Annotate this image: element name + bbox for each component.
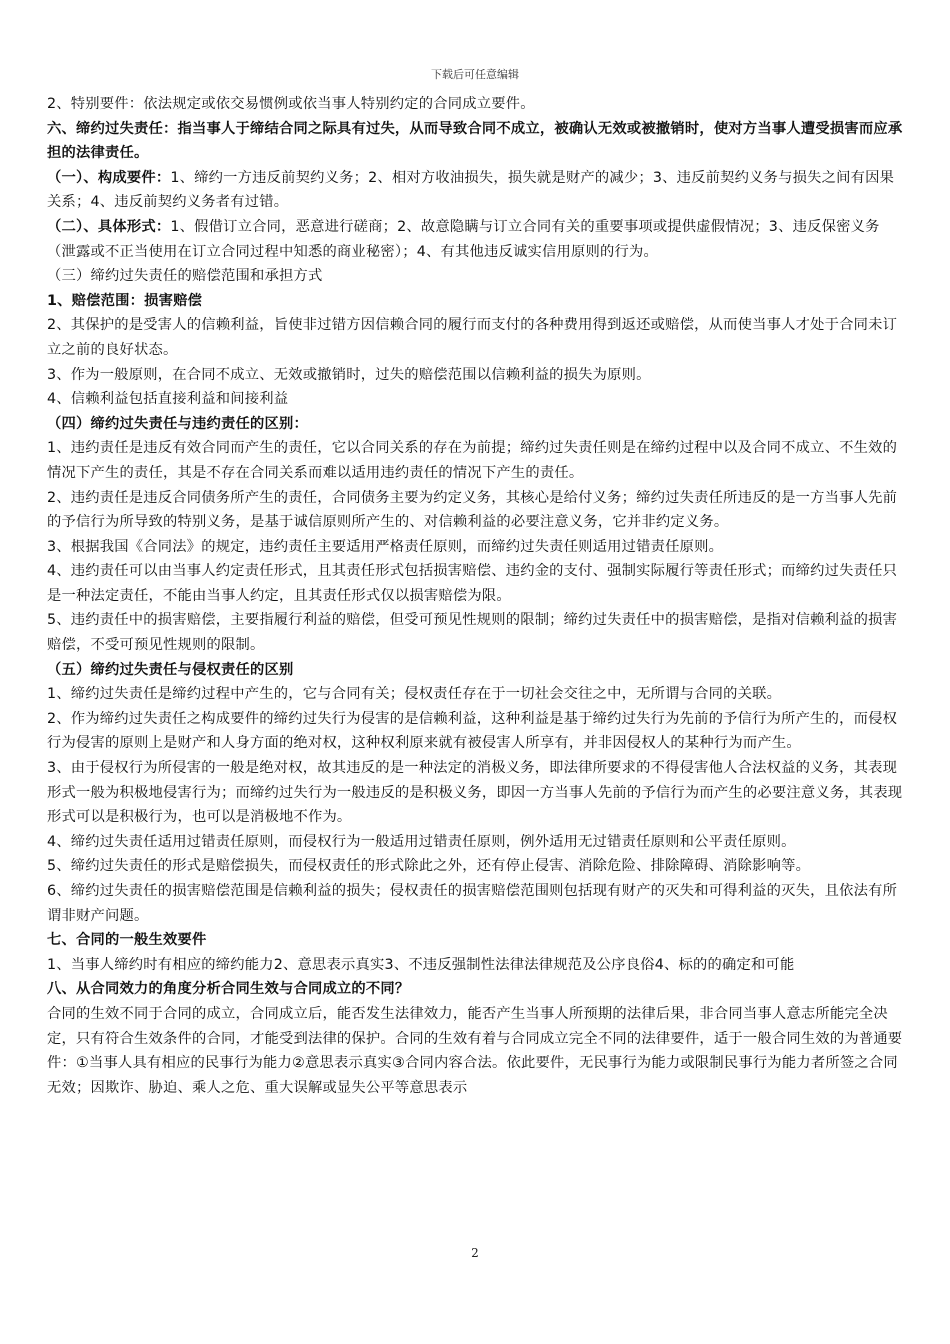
body-paragraph bbox=[47, 486, 905, 535]
body-paragraph bbox=[47, 953, 905, 978]
section-heading: 八、从合同效力的角度分析合同生效与合同成立的不同？ bbox=[47, 981, 410, 998]
section-heading: 1、赔偿范围：损害赔偿 bbox=[47, 292, 203, 309]
paragraph-text: 4、缔约过失责任适用过错责任原则，而侵权行为一般适用过错责任原则，例外适用无过错责任原则和公平责任原则。 bbox=[47, 833, 796, 850]
paragraph-text: 2、作为缔约过失责任之构成要件的缔约过失行为侵害的是信赖利益，这种利益是基于缔约过失行为先前的予信行为所产生的，而侵权行为侵害的原则上是财产和人身方面的绝对权，这种权利原来就有被侵害人所享有，并非因侵权人的某种行为而产生。 bbox=[47, 710, 898, 752]
paragraph-text: 2、其保护的是受害人的信赖利益，旨使非过错方因信赖合同的履行而支付的各种费用得到返还或赔偿，从而使当事人才处于合同未订立之前的良好状态。 bbox=[47, 317, 898, 358]
section-paragraph bbox=[47, 977, 905, 1002]
section-heading: 七、合同的一般生效要件 bbox=[47, 932, 207, 949]
body-paragraph bbox=[47, 854, 905, 879]
paragraph-text: 1、假借订立合同，恶意进行磋商；2、故意隐瞒与订立合同有关的重要事项或提供虚假情况；3、违反保密义务（泄露或不正当使用在订立合同过程中知悉的商业秘密）；4、有其他违反诚实信用原则的行为。 bbox=[47, 218, 880, 260]
paragraph-text: 1、当事人缔约时有相应的缔约能力2、意思表示真实3、不违反强制性法律法律规范及公序良俗4、标的的确定和可能 bbox=[47, 956, 795, 973]
body-paragraph bbox=[47, 879, 905, 928]
section-paragraph bbox=[47, 117, 905, 166]
paragraph-text: 合同的生效不同于合同的成立，合同成立后，能否发生法律效力，能否产生当事人所预期的法律后果，非合同当事人意志所能完全决定，只有符合生效条件的合同，才能受到法律的保护。合同的生效有着与合同成立完全不同的法律要件，适于一般合同生效的为普通要件：①当事人具有相应的民事行为能力②意思表示真实③合同内容合法。依此要件，无民事行为能力或限制民事行为能力者所签之合同无效；因欺诈、胁迫、乘人之危、重大误解或显失公平等意思表示 bbox=[47, 1005, 903, 1096]
body-paragraph bbox=[47, 682, 905, 707]
section-heading: （五）缔约过失责任与侵权责任的区别 bbox=[47, 661, 294, 678]
section-paragraph bbox=[47, 166, 905, 215]
paragraph-text: （三）缔约过失责任的赔偿范围和承担方式 bbox=[47, 268, 323, 285]
paragraph-text: 6、缔约过失责任的损害赔偿范围是信赖利益的损失；侵权责任的损害赔偿范围则包括现有财产的灭失和可得利益的灭失，且依法有所谓非财产问题。 bbox=[47, 883, 898, 924]
body-paragraph bbox=[47, 535, 905, 560]
paragraph-text: 3、根据我国《合同法》的规定，违约责任主要适用严格责任原则，而缔约过失责任则适用过错责任原则。 bbox=[47, 538, 724, 555]
body-paragraph bbox=[47, 559, 905, 608]
body-paragraph bbox=[47, 707, 905, 756]
section-paragraph bbox=[47, 928, 905, 953]
section-heading: 六、缔约过失责任： bbox=[47, 120, 178, 137]
section-heading: （二）、具体形式： bbox=[47, 218, 171, 235]
paragraph-text: 1、缔约一方违反前契约义务；2、相对方收油损失，损失就是财产的减少；3、违反前契约义务与损失之间有因果关系；4、违反前契约义务者有过错。 bbox=[47, 169, 895, 211]
body-paragraph bbox=[47, 1002, 905, 1100]
section-paragraph bbox=[47, 658, 905, 683]
body-paragraph bbox=[47, 264, 905, 289]
body-paragraph bbox=[47, 313, 905, 362]
paragraph-text: 3、作为一般原则，在合同不成立、无效或撤销时，过失的赔偿范围以信赖利益的损失为原则。 bbox=[47, 366, 651, 383]
body-paragraph bbox=[47, 92, 905, 117]
page-number: 2 bbox=[471, 1246, 479, 1260]
body-paragraph bbox=[47, 363, 905, 388]
paragraph-text: 4、违约责任可以由当事人约定责任形式，且其责任形式包括损害赔偿、违约金的支付、强制实际履行等责任形式；而缔约过失责任只是一种法定责任，不能由当事人约定，且其责任形式仅以损害赔偿为限。 bbox=[47, 563, 898, 604]
body-paragraph bbox=[47, 387, 905, 412]
body-paragraph bbox=[47, 436, 905, 485]
paragraph-text: 5、违约责任中的损害赔偿，主要指履行利益的赔偿，但受可预见性规则的限制；缔约过失责任中的损害赔偿，是指对信赖利益的损害赔偿，不受可预见性规则的限制。 bbox=[47, 612, 898, 654]
section-paragraph bbox=[47, 215, 905, 264]
section-heading: （四）缔约过失责任与违约责任的区别： bbox=[47, 415, 308, 432]
section-paragraph bbox=[47, 289, 905, 314]
page-header: 下载后可任意编辑 bbox=[431, 68, 519, 81]
paragraph-text: 指当事人于缔结合同之际具有过失，从而导致合同不成立，被确认无效或被撤销时，使对方当事人遭受损害而应承担的法律责任。 bbox=[47, 120, 903, 162]
body-paragraph bbox=[47, 756, 905, 830]
section-paragraph bbox=[47, 412, 905, 437]
body-paragraph bbox=[47, 830, 905, 855]
paragraph-text: 1、缔约过失责任是缔约过程中产生的，它与合同有关；侵权责任存在于一切社会交往之中，无所谓与合同的关联。 bbox=[47, 686, 782, 703]
body-paragraph bbox=[47, 608, 905, 657]
paragraph-text: 2、特别要件：依法规定或依交易惯例或依当事人特别约定的合同成立要件。 bbox=[47, 96, 535, 112]
paragraph-text: 2、违约责任是违反合同债务所产生的责任，合同债务主要为约定义务，其核心是给付义务；缔约过失责任所违反的是一方当事人先前的予信行为所导致的特别义务，是基于诚信原则所产生的、对信赖利益的必要注意义务，它并非约定义务。 bbox=[47, 489, 898, 531]
paragraph-text: 5、缔约过失责任的形式是赔偿损失，而侵权责任的形式除此之外，还有停止侵害、消除危险、排除障碍、消除影响等。 bbox=[47, 858, 811, 875]
paragraph-text: 3、由于侵权行为所侵害的一般是绝对权，故其违反的是一种法定的消极义务，即法律所要求的不得侵害他人合法权益的义务，其表现形式一般为积极地侵害行为；而缔约过失行为一般违反的是积极义务，即因一方当事人先前的予信行为而产生的必要注意义务，其表现形式可以是积极行为，也可以是消极地不作为。 bbox=[47, 760, 903, 826]
paragraph-text: 4、信赖利益包括直接利益和间接利益 bbox=[47, 391, 289, 408]
section-heading: （一）、构成要件： bbox=[47, 169, 171, 186]
document-body bbox=[47, 92, 905, 1100]
paragraph-text: 1、违约责任是违反有效合同而产生的责任，它以合同关系的存在为前提；缔约过失责任则是在缔约过程中以及合同不成立、不生效的情况下产生的责任，其是不存在合同关系而难以适用违约责任的情况下产生的责任。 bbox=[47, 440, 898, 481]
